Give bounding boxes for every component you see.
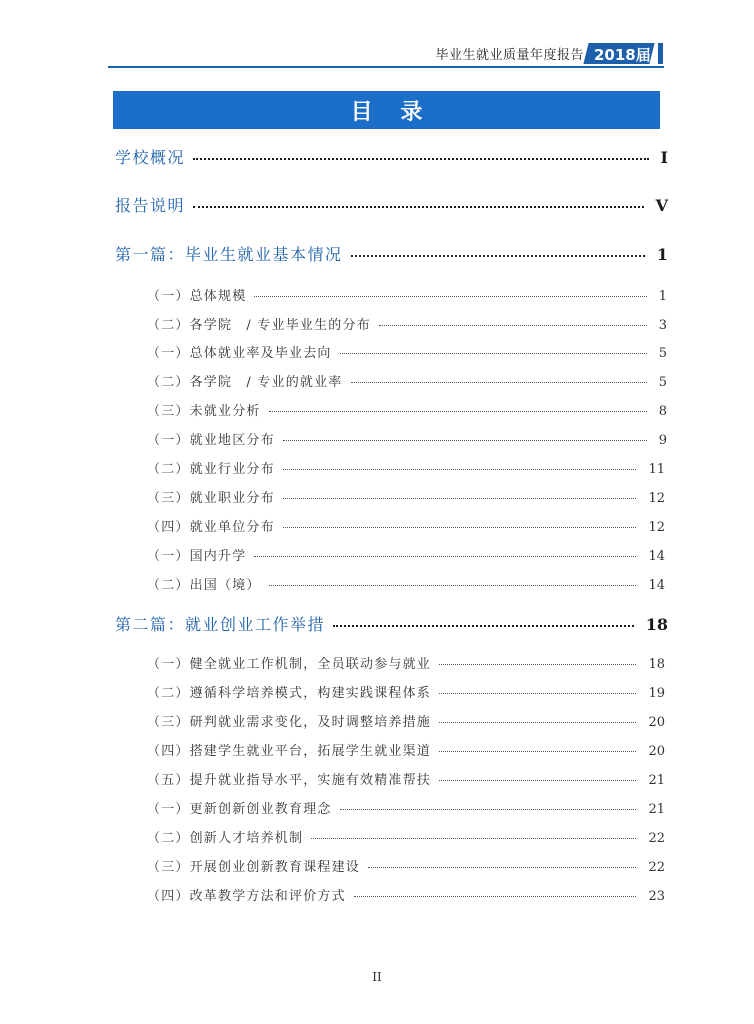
toc-dot-leader (439, 751, 636, 752)
contents-title: 目 录 (350, 99, 433, 125)
toc-entry-section[interactable] (147, 682, 665, 701)
toc-entry-section[interactable] (147, 798, 665, 817)
toc-dot-leader (269, 585, 637, 586)
toc-entry-page: 14 (648, 578, 665, 593)
toc-entry-label: 第一篇：毕业生就业基本情况 (115, 245, 343, 264)
toc-entry-label: （一）国内升学 (147, 549, 247, 564)
toc-entry-label: 报告说明 (115, 196, 186, 215)
toc-entry-section[interactable] (147, 314, 667, 333)
toc-entry-section[interactable] (147, 516, 665, 535)
toc-entry-label: （二）各学院 / 专业毕业生的分布 (147, 318, 371, 333)
toc-entry-chapter[interactable] (115, 612, 668, 635)
toc-entry-section[interactable] (147, 285, 667, 304)
toc-entry-page: V (655, 196, 668, 215)
toc-entry-page: I (660, 148, 668, 167)
toc-entry-label: （一）总体规模 (147, 289, 247, 304)
toc-entry-label: （四）改革教学方法和评价方式 (147, 889, 346, 904)
toc-entry-label: （一）更新创新创业教育理念 (147, 802, 332, 817)
toc-entry-page: 20 (648, 715, 665, 730)
toc-entry-page: 19 (648, 686, 665, 701)
toc-entry-label: （三）研判就业需求变化，及时调整培养措施 (147, 715, 432, 730)
toc-entry-section[interactable] (147, 856, 665, 875)
toc-entry-chapter[interactable] (115, 193, 668, 216)
toc-entry-section[interactable] (147, 400, 667, 419)
toc-dot-leader (439, 780, 636, 781)
toc-entry-chapter[interactable] (115, 242, 668, 265)
toc-entry-label: （二）遵循科学培养模式，构建实践课程体系 (147, 686, 432, 701)
toc-entry-page: 21 (648, 773, 665, 788)
toc-entry-page: 1 (656, 245, 668, 264)
toc-entry-label: （三）就业职业分布 (147, 491, 275, 506)
toc-entry-page: 12 (648, 491, 665, 506)
toc-entry-page: 18 (648, 657, 665, 672)
report-header-title: 毕业生就业质量年度报告 (435, 48, 584, 63)
toc-entry-section[interactable] (147, 740, 665, 759)
toc-dot-leader (333, 625, 634, 627)
toc-entry-section[interactable] (147, 653, 665, 672)
toc-entry-label: （二）出国（境） (147, 578, 261, 593)
toc-dot-leader (439, 722, 636, 723)
toc-entry-chapter[interactable] (115, 145, 668, 168)
toc-entry-page: 1 (658, 289, 667, 304)
toc-entry-page: 3 (658, 318, 667, 333)
toc-dot-leader (439, 693, 636, 694)
toc-entry-page: 14 (648, 549, 665, 564)
toc-dot-leader (354, 896, 637, 897)
toc-entry-page: 11 (648, 462, 665, 477)
toc-dot-leader (439, 664, 636, 665)
toc-dot-leader (311, 838, 636, 839)
toc-entry-label: （四）就业单位分布 (147, 520, 275, 535)
toc-dot-leader (340, 353, 647, 354)
toc-entry-section[interactable] (147, 487, 665, 506)
header-rule (108, 66, 664, 68)
toc-dot-leader (379, 325, 647, 326)
toc-entry-section[interactable] (147, 545, 665, 564)
toc-dot-leader (193, 158, 649, 160)
toc-dot-leader (351, 255, 645, 257)
toc-entry-label: （二）各学院 / 专业的就业率 (147, 375, 343, 390)
toc-entry-page: 22 (648, 860, 665, 875)
toc-entry-label: （四）搭建学生就业平台，拓展学生就业渠道 (147, 744, 432, 759)
toc-entry-label: （二）就业行业分布 (147, 462, 275, 477)
toc-entry-page: 5 (658, 346, 667, 361)
toc-entry-section[interactable] (147, 711, 665, 730)
toc-entry-section[interactable] (147, 371, 667, 390)
toc-entry-page: 18 (645, 615, 668, 634)
toc-entry-page: 23 (648, 889, 665, 904)
toc-dot-leader (340, 809, 637, 810)
toc-entry-page: 9 (658, 433, 667, 448)
toc-entry-section[interactable] (147, 885, 665, 904)
toc-dot-leader (368, 867, 636, 868)
toc-dot-leader (283, 498, 637, 499)
year-badge: 2018届 (594, 46, 651, 64)
toc-entry-page: 22 (648, 831, 665, 846)
toc-entry-label: （三）未就业分析 (147, 404, 261, 419)
toc-entry-page: 21 (648, 802, 665, 817)
toc-entry-label: 第二篇：就业创业工作举措 (115, 615, 326, 634)
toc-dot-leader (283, 440, 647, 441)
toc-dot-leader (193, 206, 644, 208)
toc-entry-label: （五）提升就业指导水平，实施有效精准帮扶 (147, 773, 432, 788)
toc-dot-leader (269, 411, 647, 412)
toc-dot-leader (283, 469, 637, 470)
toc-entry-label: 学校概况 (115, 148, 186, 167)
toc-entry-page: 20 (648, 744, 665, 759)
toc-dot-leader (254, 556, 636, 557)
toc-entry-page: 12 (648, 520, 665, 535)
toc-entry-section[interactable] (147, 429, 667, 448)
page-number: II (372, 970, 382, 984)
header-accent-bar (658, 43, 663, 64)
toc-entry-section[interactable] (147, 769, 665, 788)
toc-entry-section[interactable] (147, 827, 665, 846)
toc-entry-section[interactable] (147, 458, 665, 477)
toc-entry-label: （三）开展创业创新教育课程建设 (147, 860, 361, 875)
toc-entry-label: （一）就业地区分布 (147, 433, 275, 448)
toc-dot-leader (254, 296, 646, 297)
toc-entry-page: 5 (658, 375, 667, 390)
toc-entry-section[interactable] (147, 342, 667, 361)
toc-dot-leader (351, 382, 647, 383)
toc-entry-label: （一）总体就业率及毕业去向 (147, 346, 332, 361)
toc-entry-page: 8 (658, 404, 667, 419)
toc-entry-label: （二）创新人才培养机制 (147, 831, 304, 846)
toc-entry-label: （一）健全就业工作机制，全员联动参与就业 (147, 657, 432, 672)
toc-entry-section[interactable] (147, 574, 665, 593)
contents-banner (113, 91, 660, 129)
toc-dot-leader (283, 527, 637, 528)
